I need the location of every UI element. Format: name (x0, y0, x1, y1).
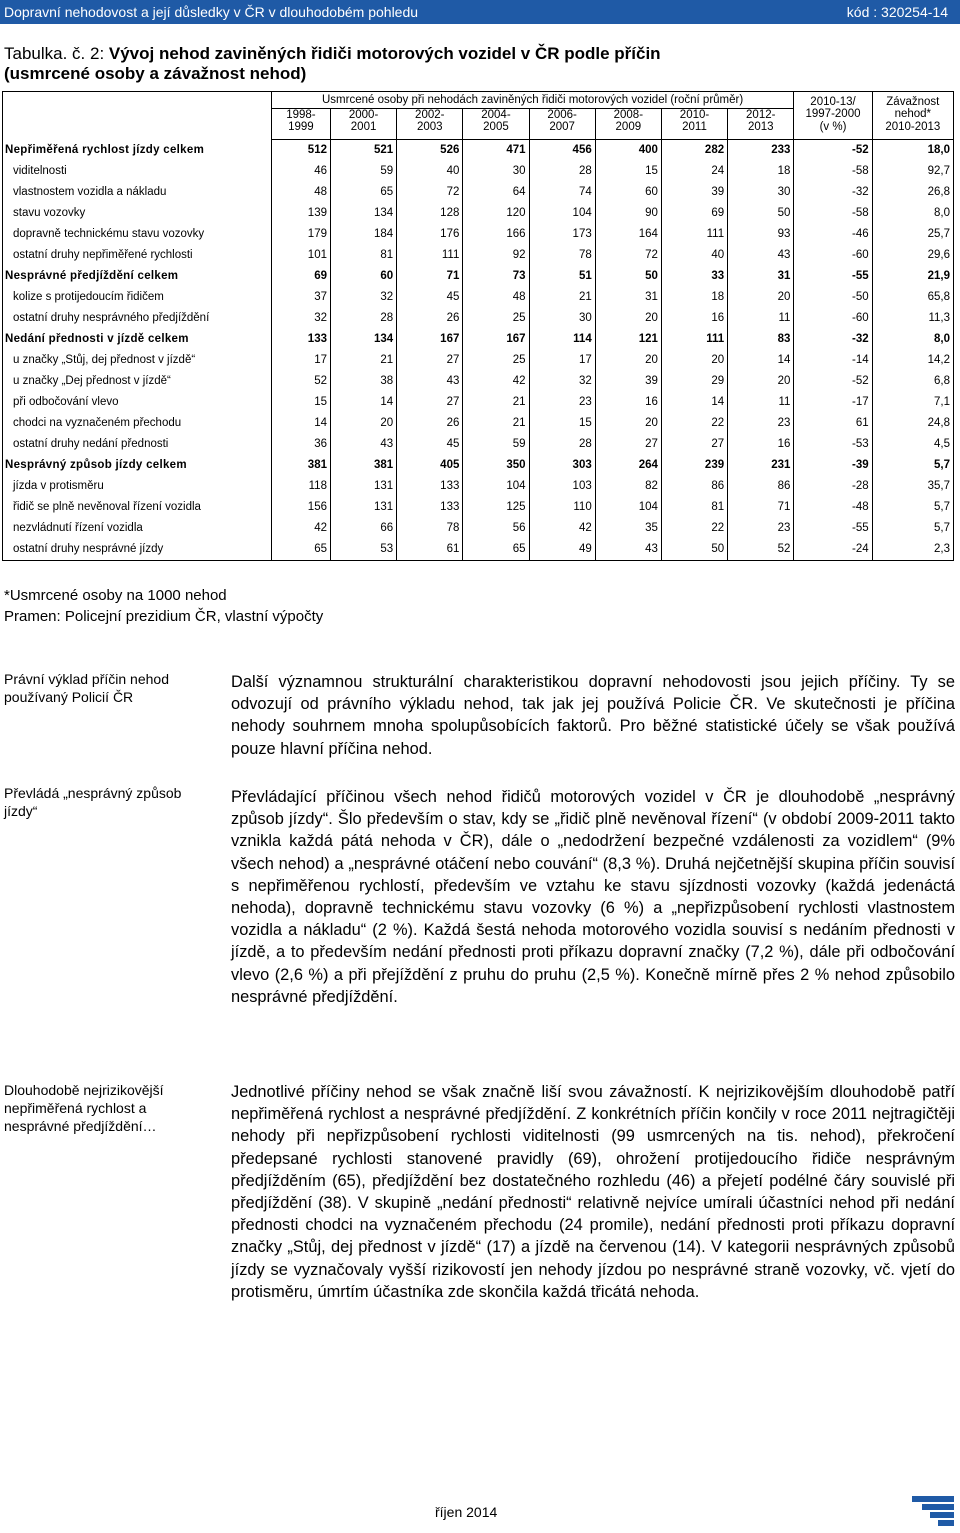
paragraph-text: Jednotlivé příčiny nehod se však značně liší svou závažností. K nejrizikovějším dlouhodobě patří nepřiměřená rychlost a nesprávné předjíždění. Z konkrétních příčin končily v roce 2011 nejtragičtěji nehody při nepřizpůsobení rychlosti viditelnosti (99 usmrcených na tis. nehod), překročení předepsané rychlosti stanovené pravidly (69), ohrožení protijedoucího řidiče nesprávným předjížděním (65), předjíždění bez dostatečného rozhledu (46) a přejetí podélné čáry souvislé při předjíždění (38). V skupině „nedání přednosti“ relativně nejvíce umírali účastníci nehod při nedání přednosti chodci na vyznačeném přechodu (24 promile), nedání přednosti proti příkazu dopravní značky „Stůj, dej přednost v jízdě“ (17) a jízdě na červenou (14). V kategorii nesprávných způsobů jízdy se vyznačovaly vyšší rizikovostí jen nehody jízdou po nesprávné straně vozovky, vč. vjetí do protisměru, úmrtím účastníka zde skončila každá třicátá nehoda. (231, 1083, 955, 1301)
change-cell: -46 (794, 224, 872, 245)
value-cell: 114 (529, 329, 595, 350)
table-row (3, 308, 954, 329)
table-row (3, 182, 954, 203)
table-row (3, 392, 954, 413)
period-header: 2011 (661, 121, 727, 140)
change-cell: -32 (794, 182, 872, 203)
severity-cell: 2,3 (872, 539, 953, 561)
period-header: 2001 (330, 121, 396, 140)
value-cell: 83 (728, 329, 794, 350)
severity-cell: 65,8 (872, 287, 953, 308)
value-cell: 72 (397, 182, 463, 203)
value-cell: 231 (728, 455, 794, 476)
value-cell: 43 (397, 371, 463, 392)
value-cell: 167 (397, 329, 463, 350)
value-cell: 11 (728, 392, 794, 413)
paragraph (231, 671, 955, 760)
value-cell: 381 (330, 455, 396, 476)
value-cell: 22 (661, 413, 727, 434)
value-cell: 69 (661, 203, 727, 224)
value-cell: 40 (661, 245, 727, 266)
value-cell: 65 (271, 539, 330, 561)
value-cell: 60 (595, 182, 661, 203)
severity-cell: 92,7 (872, 161, 953, 182)
change-cell: -48 (794, 497, 872, 518)
value-cell: 38 (330, 371, 396, 392)
period-header: 2009 (595, 121, 661, 140)
value-cell: 173 (529, 224, 595, 245)
document-title: Dopravní nehodovost a její důsledky v ČR v dlouhodobém pohledu (4, 4, 419, 20)
period-header: 2007 (529, 121, 595, 140)
severity-header-line1: Závažnost (872, 92, 953, 109)
value-cell: 20 (330, 413, 396, 434)
table-row (3, 539, 954, 561)
value-cell: 81 (661, 497, 727, 518)
value-cell: 25 (463, 350, 529, 371)
row-label: Nepřiměřená rychlost jízdy celkem (3, 139, 272, 161)
value-cell: 45 (397, 434, 463, 455)
severity-cell: 29,6 (872, 245, 953, 266)
value-cell: 35 (595, 518, 661, 539)
paragraph-text: Převládající příčinou všech nehod řidičů motorových vozidel v ČR je dlouhodobě „nesprávný způsob jízdy“. Šlo především o stav, kdy se „řidič plně nevěnoval řízení“ (v období 2009-2011 takto vznikla každá pátá nehoda v ČR), dále o „nedodržení bezpečné vzdálenosti za vozidlem“ (9% všech nehod) a „nesprávné otáčení nebo couvání“ (8,3 %). Druhá nejčetnější skupina příčin souvisí s nepřiměřenou rychlostí, především ve vztahu ke stavu sjízdnosti vozovky (každá jedenáctá nehoda), dopravně technickému stavu vozovky (6 %) a „nepřizpůsobení rychlosti vlastnostem vozidla a nákladu“ (2 %). Každá šestá nehoda motorového vozidla souvisí s nedáním přednosti v jízdě, a to především nedání přednosti proti příkazu dopravní značky (7,2 %), dále při odbočování vlevo (2,6 %) a při přejíždění z pruhu do pruhu (2,5 %). Konečně mírně přes 2 % nehod způsobilo nesprávné předjíždění. (231, 788, 955, 1006)
change-cell: -60 (794, 245, 872, 266)
period-header: 2005 (463, 121, 529, 140)
change-cell: -52 (794, 371, 872, 392)
table-row (3, 434, 954, 455)
table-row (3, 266, 954, 287)
value-cell: 51 (529, 266, 595, 287)
table-row (3, 371, 954, 392)
table-corner-cell (3, 92, 272, 140)
severity-cell: 5,7 (872, 518, 953, 539)
value-cell: 131 (330, 497, 396, 518)
value-cell: 139 (271, 203, 330, 224)
change-header-line1: 2010-13/ (794, 92, 872, 109)
table-title-main: Vývoj nehod zaviněných řidiči motorových vozidel v ČR podle příčin (108, 44, 661, 63)
period-header: 2010- (661, 108, 727, 121)
group-header: Usmrcené osoby při nehodách zaviněných řidiči motorových vozidel (roční průměr) (271, 92, 794, 109)
value-cell: 46 (271, 161, 330, 182)
row-label: ostatní druhy nedání přednosti (3, 434, 272, 455)
table-row (3, 161, 954, 182)
table-title (4, 44, 944, 84)
row-label: jízda v protisměru (3, 476, 272, 497)
value-cell: 48 (271, 182, 330, 203)
value-cell: 30 (728, 182, 794, 203)
table-row (3, 139, 954, 161)
value-cell: 28 (529, 434, 595, 455)
row-label: ostatní druhy nesprávného předjíždění (3, 308, 272, 329)
value-cell: 176 (397, 224, 463, 245)
value-cell: 28 (529, 161, 595, 182)
value-cell: 32 (330, 287, 396, 308)
value-cell: 125 (463, 497, 529, 518)
value-cell: 111 (397, 245, 463, 266)
value-cell: 82 (595, 476, 661, 497)
paragraph-text: Další významnou strukturální charakteristikou dopravní nehodovosti jsou jejich příčiny. Ty se odvozují od právního výkladu nehod, tak jak jej používá Policie ČR. Ve skutečnosti je příčina nehody souhrnem mnoha spolupůsobících faktorů. Pro běžné statistické účely se však používá pouze hlavní příčina nehod. (231, 673, 955, 758)
value-cell: 350 (463, 455, 529, 476)
value-cell: 20 (595, 350, 661, 371)
change-cell: -55 (794, 266, 872, 287)
table-title-subtitle: (usmrcené osoby a závažnost nehod) (4, 64, 307, 83)
period-header: 2008- (595, 108, 661, 121)
period-header: 1999 (271, 121, 330, 140)
value-cell: 50 (661, 539, 727, 561)
value-cell: 56 (463, 518, 529, 539)
value-cell: 39 (595, 371, 661, 392)
value-cell: 25 (463, 308, 529, 329)
value-cell: 50 (595, 266, 661, 287)
severity-cell: 14,2 (872, 350, 953, 371)
value-cell: 133 (397, 476, 463, 497)
value-cell: 456 (529, 139, 595, 161)
value-cell: 233 (728, 139, 794, 161)
value-cell: 50 (728, 203, 794, 224)
value-cell: 27 (661, 434, 727, 455)
value-cell: 90 (595, 203, 661, 224)
value-cell: 71 (397, 266, 463, 287)
value-cell: 20 (728, 287, 794, 308)
value-cell: 18 (661, 287, 727, 308)
value-cell: 66 (330, 518, 396, 539)
table-row (3, 413, 954, 434)
change-cell: -58 (794, 161, 872, 182)
value-cell: 400 (595, 139, 661, 161)
value-cell: 16 (595, 392, 661, 413)
value-cell: 23 (728, 518, 794, 539)
row-label: nezvládnutí řízení vozidla (3, 518, 272, 539)
value-cell: 521 (330, 139, 396, 161)
severity-cell: 21,9 (872, 266, 953, 287)
table-row (3, 497, 954, 518)
value-cell: 104 (529, 203, 595, 224)
value-cell: 26 (397, 308, 463, 329)
value-cell: 36 (271, 434, 330, 455)
value-cell: 71 (728, 497, 794, 518)
row-label: Nesprávné předjíždění celkem (3, 266, 272, 287)
value-cell: 16 (728, 434, 794, 455)
table-row (3, 203, 954, 224)
value-cell: 78 (529, 245, 595, 266)
value-cell: 74 (529, 182, 595, 203)
value-cell: 59 (330, 161, 396, 182)
value-cell: 69 (271, 266, 330, 287)
value-cell: 30 (529, 308, 595, 329)
value-cell: 134 (330, 329, 396, 350)
value-cell: 20 (728, 371, 794, 392)
table-row (3, 245, 954, 266)
severity-cell: 7,1 (872, 392, 953, 413)
value-cell: 43 (728, 245, 794, 266)
value-cell: 179 (271, 224, 330, 245)
value-cell: 512 (271, 139, 330, 161)
table-body (3, 139, 954, 560)
change-cell: -55 (794, 518, 872, 539)
value-cell: 134 (330, 203, 396, 224)
value-cell: 29 (661, 371, 727, 392)
value-cell: 128 (397, 203, 463, 224)
value-cell: 20 (595, 413, 661, 434)
severity-cell: 24,8 (872, 413, 953, 434)
row-label: Nedání přednosti v jízdě celkem (3, 329, 272, 350)
value-cell: 40 (397, 161, 463, 182)
value-cell: 31 (595, 287, 661, 308)
period-header: 1998- (271, 108, 330, 121)
value-cell: 239 (661, 455, 727, 476)
value-cell: 86 (728, 476, 794, 497)
change-cell: -39 (794, 455, 872, 476)
value-cell: 21 (529, 287, 595, 308)
value-cell: 27 (397, 350, 463, 371)
value-cell: 33 (661, 266, 727, 287)
change-cell: -50 (794, 287, 872, 308)
severity-header-line2: nehod* (872, 108, 953, 121)
value-cell: 20 (595, 308, 661, 329)
value-cell: 21 (330, 350, 396, 371)
value-cell: 405 (397, 455, 463, 476)
value-cell: 21 (463, 413, 529, 434)
value-cell: 103 (529, 476, 595, 497)
value-cell: 131 (330, 476, 396, 497)
document-header (0, 0, 960, 24)
sidenote: Dlouhodobě nejrizikovější nepřiměřená rychlost a nesprávné předjíždění… (4, 1082, 164, 1134)
row-label: dopravně technickému stavu vozovky (3, 224, 272, 245)
period-header: 2002- (397, 108, 463, 121)
table-row (3, 224, 954, 245)
value-cell: 133 (397, 497, 463, 518)
value-cell: 264 (595, 455, 661, 476)
change-cell: -52 (794, 139, 872, 161)
change-header-line2: 1997-2000 (794, 108, 872, 121)
footnote: *Usmrcené osoby na 1000 nehod (4, 587, 227, 604)
table-title-prefix: Tabulka. č. 2: (4, 44, 109, 63)
row-label: vlastnostem vozidla a nákladu (3, 182, 272, 203)
value-cell: 43 (330, 434, 396, 455)
value-cell: 22 (661, 518, 727, 539)
value-cell: 110 (529, 497, 595, 518)
change-header-line3: (v %) (794, 121, 872, 140)
value-cell: 49 (529, 539, 595, 561)
change-cell: -24 (794, 539, 872, 561)
severity-cell: 11,3 (872, 308, 953, 329)
sidenote: Převládá „nesprávný způsob jízdy“ (4, 785, 182, 819)
severity-cell: 6,8 (872, 371, 953, 392)
value-cell: 164 (595, 224, 661, 245)
value-cell: 121 (595, 329, 661, 350)
value-cell: 42 (529, 518, 595, 539)
value-cell: 16 (661, 308, 727, 329)
value-cell: 30 (463, 161, 529, 182)
row-label: u značky „Stůj, dej přednost v jízdě“ (3, 350, 272, 371)
change-cell: 61 (794, 413, 872, 434)
value-cell: 14 (661, 392, 727, 413)
value-cell: 14 (271, 413, 330, 434)
value-cell: 15 (529, 413, 595, 434)
row-label: u značky „Dej přednost v jízdě“ (3, 371, 272, 392)
row-label: ostatní druhy nepřiměřené rychlosti (3, 245, 272, 266)
value-cell: 42 (463, 371, 529, 392)
value-cell: 156 (271, 497, 330, 518)
footer-date: říjen 2014 (435, 1504, 498, 1520)
value-cell: 59 (463, 434, 529, 455)
value-cell: 17 (271, 350, 330, 371)
value-cell: 61 (397, 539, 463, 561)
severity-header-line3: 2010-2013 (872, 121, 953, 140)
row-label: při odbočování vlevo (3, 392, 272, 413)
period-header: 2004- (463, 108, 529, 121)
table-row (3, 476, 954, 497)
value-cell: 32 (529, 371, 595, 392)
value-cell: 81 (330, 245, 396, 266)
change-cell: -28 (794, 476, 872, 497)
value-cell: 86 (661, 476, 727, 497)
value-cell: 101 (271, 245, 330, 266)
value-cell: 20 (661, 350, 727, 371)
value-cell: 93 (728, 224, 794, 245)
value-cell: 48 (463, 287, 529, 308)
value-cell: 52 (271, 371, 330, 392)
value-cell: 303 (529, 455, 595, 476)
row-label: řidič se plně nevěnoval řízení vozidla (3, 497, 272, 518)
value-cell: 31 (728, 266, 794, 287)
value-cell: 17 (529, 350, 595, 371)
period-header: 2003 (397, 121, 463, 140)
value-cell: 18 (728, 161, 794, 182)
value-cell: 133 (271, 329, 330, 350)
change-cell: -53 (794, 434, 872, 455)
severity-cell: 18,0 (872, 139, 953, 161)
value-cell: 282 (661, 139, 727, 161)
value-cell: 27 (595, 434, 661, 455)
severity-cell: 5,7 (872, 455, 953, 476)
change-cell: -32 (794, 329, 872, 350)
severity-cell: 35,7 (872, 476, 953, 497)
value-cell: 118 (271, 476, 330, 497)
document-code: kód : 320254-14 (846, 4, 948, 20)
value-cell: 14 (728, 350, 794, 371)
period-header: 2000- (330, 108, 396, 121)
row-label: chodci na vyznačeném přechodu (3, 413, 272, 434)
value-cell: 167 (463, 329, 529, 350)
value-cell: 111 (661, 329, 727, 350)
value-cell: 64 (463, 182, 529, 203)
value-cell: 27 (397, 392, 463, 413)
value-cell: 11 (728, 308, 794, 329)
severity-cell: 8,0 (872, 203, 953, 224)
value-cell: 42 (271, 518, 330, 539)
row-label: viditelnosti (3, 161, 272, 182)
table-row (3, 518, 954, 539)
value-cell: 39 (661, 182, 727, 203)
row-label: kolize s protijedoucím řidičem (3, 287, 272, 308)
period-header: 2013 (728, 121, 794, 140)
value-cell: 72 (595, 245, 661, 266)
row-label: ostatní druhy nesprávné jízdy (3, 539, 272, 561)
value-cell: 111 (661, 224, 727, 245)
source-note: Pramen: Policejní prezidium ČR, vlastní výpočty (4, 608, 324, 625)
sidenote: Právní výklad příčin nehod používaný Policií ČR (4, 671, 169, 705)
severity-cell: 25,7 (872, 224, 953, 245)
value-cell: 26 (397, 413, 463, 434)
value-cell: 21 (463, 392, 529, 413)
value-cell: 15 (271, 392, 330, 413)
value-cell: 53 (330, 539, 396, 561)
stats-office-logo-icon (912, 1496, 954, 1526)
value-cell: 52 (728, 539, 794, 561)
change-cell: -14 (794, 350, 872, 371)
severity-cell: 4,5 (872, 434, 953, 455)
value-cell: 65 (330, 182, 396, 203)
value-cell: 28 (330, 308, 396, 329)
value-cell: 184 (330, 224, 396, 245)
table-row (3, 455, 954, 476)
severity-cell: 8,0 (872, 329, 953, 350)
value-cell: 37 (271, 287, 330, 308)
row-label: stavu vozovky (3, 203, 272, 224)
value-cell: 65 (463, 539, 529, 561)
row-label: Nesprávný způsob jízdy celkem (3, 455, 272, 476)
value-cell: 471 (463, 139, 529, 161)
table-row (3, 329, 954, 350)
change-cell: -17 (794, 392, 872, 413)
value-cell: 23 (728, 413, 794, 434)
value-cell: 104 (463, 476, 529, 497)
value-cell: 92 (463, 245, 529, 266)
value-cell: 24 (661, 161, 727, 182)
period-header: 2012- (728, 108, 794, 121)
causes-table (2, 91, 954, 561)
value-cell: 526 (397, 139, 463, 161)
value-cell: 23 (529, 392, 595, 413)
paragraph (231, 786, 955, 1008)
paragraph (231, 1081, 955, 1303)
value-cell: 60 (330, 266, 396, 287)
severity-cell: 5,7 (872, 497, 953, 518)
table-row (3, 350, 954, 371)
value-cell: 381 (271, 455, 330, 476)
severity-cell: 26,8 (872, 182, 953, 203)
value-cell: 43 (595, 539, 661, 561)
change-cell: -60 (794, 308, 872, 329)
value-cell: 78 (397, 518, 463, 539)
value-cell: 45 (397, 287, 463, 308)
value-cell: 104 (595, 497, 661, 518)
value-cell: 32 (271, 308, 330, 329)
value-cell: 120 (463, 203, 529, 224)
change-cell: -58 (794, 203, 872, 224)
value-cell: 15 (595, 161, 661, 182)
value-cell: 73 (463, 266, 529, 287)
table-footnotes (4, 585, 323, 627)
value-cell: 166 (463, 224, 529, 245)
period-header: 2006- (529, 108, 595, 121)
value-cell: 14 (330, 392, 396, 413)
table-row (3, 287, 954, 308)
